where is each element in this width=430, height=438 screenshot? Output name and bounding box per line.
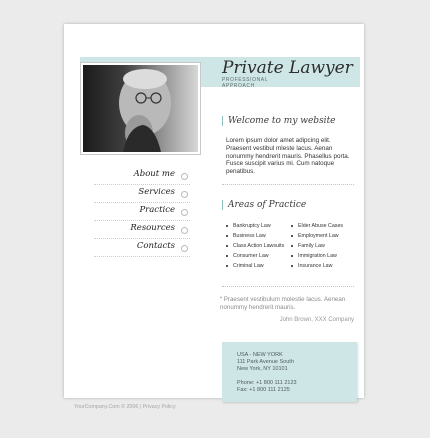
bullet-icon: [291, 235, 293, 237]
bullet-icon: [226, 225, 228, 227]
bullet-icon: [226, 265, 228, 267]
nav-item-label: About me: [133, 169, 175, 179]
practice-label: Family Law: [298, 243, 325, 249]
practice-label: Immigration Law: [298, 253, 337, 259]
nav-bullet-icon: [181, 227, 188, 234]
practice-label: Consumer Law: [233, 253, 269, 259]
nav-bullet-icon: [181, 191, 188, 198]
bullet-icon: [291, 225, 293, 227]
nav-item-label: Services: [138, 187, 175, 197]
bullet-icon: [291, 245, 293, 247]
footer-separator: |: [139, 404, 142, 410]
practice-link-insurance-law[interactable]: [291, 262, 343, 272]
practice-label: Bankruptcy Law: [233, 223, 271, 229]
footer-copyright: YourCompany.Com © 2006: [74, 404, 139, 410]
privacy-policy-link[interactable]: Privacy Policy: [142, 404, 176, 410]
divider: [222, 286, 354, 287]
practice-link-bankruptcy-law[interactable]: [226, 222, 284, 232]
practice-label: Elder Abuse Cases: [298, 223, 344, 229]
contact-street: 111 Park Avenue South: [237, 359, 294, 365]
practice-link-immigration-law[interactable]: [291, 252, 343, 262]
practice-label: Class Action Lawsuits: [233, 243, 285, 249]
practice-link-consumer-law[interactable]: [226, 252, 284, 262]
bullet-icon: [291, 265, 293, 267]
practice-label: Business Law: [233, 233, 266, 239]
practice-heading: Areas of Practice: [222, 200, 306, 210]
contact-city: New York, NY 10101: [237, 366, 288, 372]
practice-label: Criminal Law: [233, 263, 264, 269]
nav-item-practice[interactable]: [94, 203, 190, 221]
welcome-heading: Welcome to my website: [222, 116, 336, 126]
footer: [74, 404, 176, 410]
bullet-icon: [226, 235, 228, 237]
practice-link-class-action[interactable]: [226, 242, 284, 252]
welcome-text: Lorem ipsum dolor amet adipcing elit. Praesent vestibul mleste lacus. Aenan nonummy hendrerit mauris. Phasellus porta. Fusce suscipit varius mi. Cum natoque penatibus.: [226, 137, 350, 176]
bullet-icon: [226, 245, 228, 247]
practice-label: Insurance Law: [298, 263, 333, 269]
testimonial-text: Praesent vestibulum molestie lacus. Aenean nonummy hendrerit mauris.: [220, 296, 346, 311]
contact-phone: Phone: +1 800 111 2123: [237, 380, 297, 386]
nav-item-resources[interactable]: [94, 221, 190, 239]
nav-bullet-icon: [181, 245, 188, 252]
nav-bullet-icon: [181, 209, 188, 216]
testimonial-author: John Brown, XXX Company: [279, 317, 354, 323]
portrait-frame: [80, 62, 201, 155]
quote-icon: “: [220, 296, 223, 303]
site-title: Private Lawyer: [222, 58, 353, 78]
practice-label: Employment Law: [298, 233, 339, 239]
contact-fax: Fax: +1 800 111 2125: [237, 387, 290, 393]
practice-link-family-law[interactable]: [291, 242, 343, 252]
practice-link-business-law[interactable]: [226, 232, 284, 242]
nav-bullet-icon: [181, 173, 188, 180]
tagline-line-2: APPROACH: [222, 83, 255, 89]
tagline-line-1: PROFESSIONAL: [222, 77, 269, 83]
practice-link-criminal-law[interactable]: [226, 262, 284, 272]
bullet-icon: [226, 255, 228, 257]
bullet-icon: [291, 255, 293, 257]
portrait-photo: [83, 65, 198, 152]
testimonial: [220, 296, 354, 312]
practice-list-left: [226, 222, 284, 272]
nav-item-contacts[interactable]: [94, 239, 190, 257]
practice-list-right: [291, 222, 343, 272]
nav-item-label: Contacts: [136, 241, 175, 251]
contact-region: USA - NEW YORK: [237, 352, 283, 358]
contact-box: [222, 342, 357, 402]
practice-link-employment-law[interactable]: [291, 232, 343, 242]
nav-item-label: Practice: [139, 205, 175, 215]
site-tagline: [222, 77, 282, 89]
nav-item-services[interactable]: [94, 185, 190, 203]
divider: [222, 184, 354, 185]
nav-item-label: Resources: [130, 223, 175, 233]
practice-link-elder-abuse[interactable]: [291, 222, 343, 232]
main-nav: [94, 167, 190, 257]
nav-item-about-me[interactable]: [94, 167, 190, 185]
